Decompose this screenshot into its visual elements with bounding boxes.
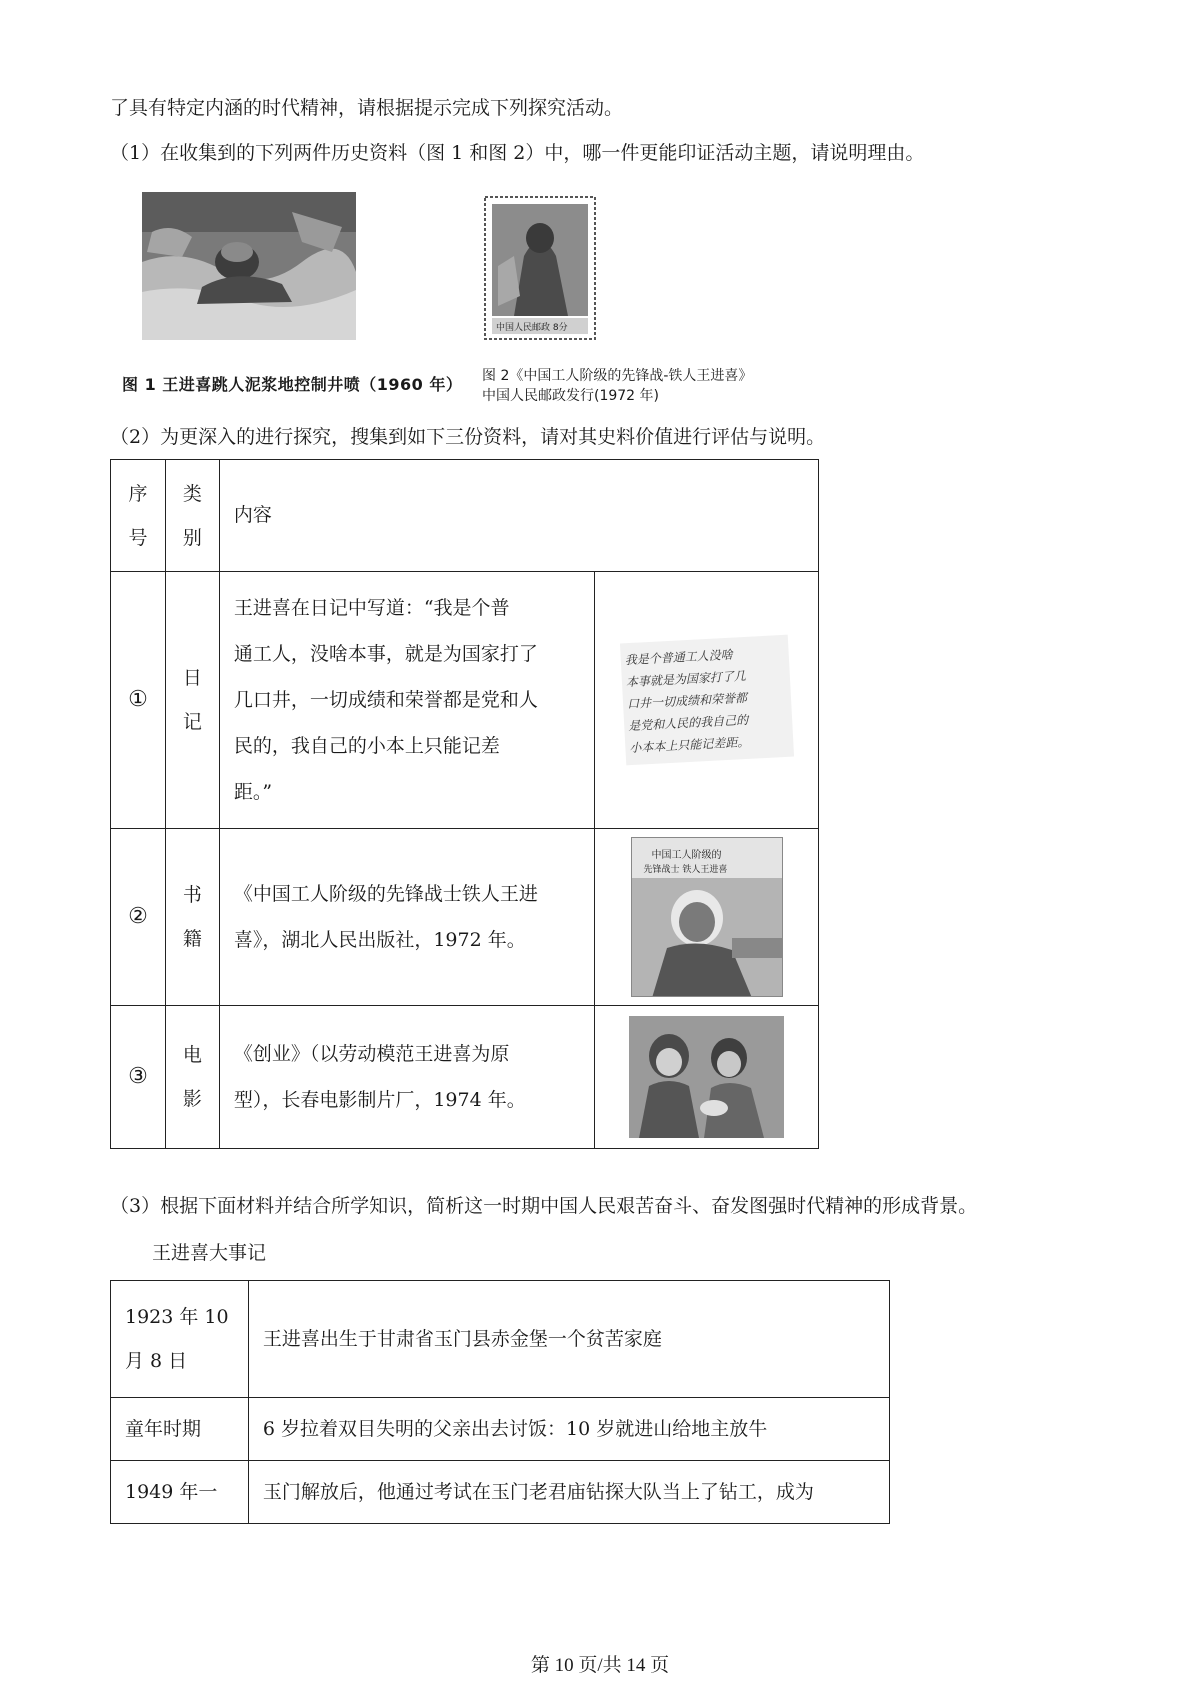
row-content-line: 型），长春电影制片厂，1974 年。 (233, 1089, 526, 1111)
stamp-text: 中国人民邮政 8分 (496, 323, 568, 333)
intro-line: 了具有特定内涵的时代精神，请根据提示完成下列探究活动。 (110, 97, 624, 119)
handwriting-line: 小本本上只能记差距。 (628, 734, 750, 756)
header-num-text: 序号 (128, 482, 148, 549)
diary-handwriting (619, 635, 793, 766)
table-row (111, 1006, 819, 1149)
row-content-line: 王进喜在日记中写道：“我是个普 (233, 597, 510, 619)
row-content (219, 572, 594, 829)
row-num-text: ② (128, 904, 148, 929)
film-still-image (629, 1016, 784, 1138)
row-type (165, 829, 219, 1006)
handwriting-line: 我是个普通工人没啥 (623, 647, 733, 668)
timeline-date-line: 1923 年 10 (125, 1306, 229, 1328)
timeline-date-line: 月 8 日 (125, 1350, 188, 1372)
header-type (165, 460, 219, 572)
handwriting-line: 口井一切成绩和荣誉都 (626, 690, 747, 712)
figure-1-photo (142, 192, 356, 340)
timeline-date (111, 1461, 249, 1524)
stamp-image (484, 196, 596, 340)
timeline-event (248, 1398, 889, 1461)
timeline-date-line: 童年时期 (125, 1417, 202, 1440)
row-type (165, 572, 219, 829)
row-content-line: 喜》，湖北人民出版社，1972 年。 (233, 929, 526, 951)
question-2: （2）为更深入的进行探究，搜集到如下三份资料，请对其史料价值进行评估与说明。 (110, 426, 826, 448)
book-cover (631, 837, 783, 997)
table-row (111, 1281, 890, 1398)
book-cover-title-2: 先锋战士 铁人王进喜 (643, 865, 728, 875)
row-content-line: 距。” (233, 781, 273, 803)
header-content-text: 内容 (233, 504, 272, 526)
film-image-cell (595, 1006, 819, 1149)
row-type-text: 电影 (182, 1044, 202, 1110)
timeline-title: 王进喜大事记 (152, 1242, 267, 1264)
row-num-text: ③ (128, 1064, 148, 1089)
figure-2-caption-line1: 图 2《中国工人阶级的先锋战-铁人王进喜》 (482, 368, 753, 384)
row-content-line: 民的，我自己的小本上只能记差 (233, 735, 500, 757)
row-num (111, 572, 166, 829)
row-content-line: 几口井，一切成绩和荣誉都是党和人 (233, 689, 538, 711)
sources-table (110, 459, 819, 1149)
timeline-date (111, 1398, 249, 1461)
timeline-event-text: 王进喜出生于甘肃省玉门县赤金堡一个贫苦家庭 (262, 1327, 662, 1350)
film-still (629, 1016, 784, 1138)
timeline-date-line: 1949 年一 (125, 1480, 218, 1503)
book-image-cell (595, 829, 819, 1006)
table-row (111, 829, 819, 1006)
row-content-line: 通工人，没啥本事，就是为国家打了 (233, 643, 538, 665)
row-content-line: 《创业》（以劳动模范王进喜为原 (233, 1043, 510, 1065)
row-num (111, 1006, 166, 1149)
timeline-date (111, 1281, 249, 1398)
book-cover-title-1: 中国工人阶级的 (651, 850, 722, 861)
figure-1-image (142, 192, 356, 340)
header-type-text: 类别 (182, 482, 202, 549)
header-content (219, 460, 818, 572)
row-content-line: 《中国工人阶级的先锋战士铁人王进 (233, 883, 538, 905)
timeline-event (248, 1461, 889, 1524)
table-header-row (111, 460, 819, 572)
table-row (111, 1461, 890, 1524)
table-row (111, 572, 819, 829)
figure-2-stamp (484, 196, 596, 340)
figure-2-caption-line2: 中国人民邮政发行(1972 年) (482, 388, 660, 404)
row-type-text: 书籍 (182, 884, 202, 950)
row-type (165, 1006, 219, 1149)
handwriting-line: 是党和人民的我自己的 (627, 712, 749, 734)
page-footer: 第 10 页/共 14 页 (530, 1655, 670, 1676)
figure-1-caption: 图 1 王进喜跳人泥浆地控制井喷（1960 年） (122, 375, 463, 394)
timeline-event-text: 玉门解放后，他通过考试在玉门老君庙钻探大队当上了钻工，成为 (262, 1480, 814, 1503)
row-content (219, 829, 594, 1006)
header-num (111, 460, 166, 572)
figure-2-caption (482, 366, 752, 406)
question-1: （1）在收集到的下列两件历史资料（图 1 和图 2）中，哪一件更能印证活动主题，请说明理由。 (110, 142, 925, 164)
table-row (111, 1398, 890, 1461)
row-num-text: ① (128, 687, 148, 712)
timeline-event-text: 6 岁拉着双目失明的父亲出去讨饭：10 岁就进山给地主放牛 (262, 1417, 768, 1440)
row-type-text: 日记 (182, 667, 202, 733)
row-content (219, 1006, 594, 1149)
timeline-event (248, 1281, 889, 1398)
diary-image-cell (595, 572, 819, 829)
timeline-table (110, 1280, 890, 1524)
question-3: （3）根据下面材料并结合所学知识，简析这一时期中国人民艰苦奋斗、奋发图强时代精神的形成背景。 (110, 1195, 978, 1217)
handwriting-line: 本事就是为国家打了几 (625, 668, 746, 690)
row-num (111, 829, 166, 1006)
book-cover-image (632, 878, 782, 997)
